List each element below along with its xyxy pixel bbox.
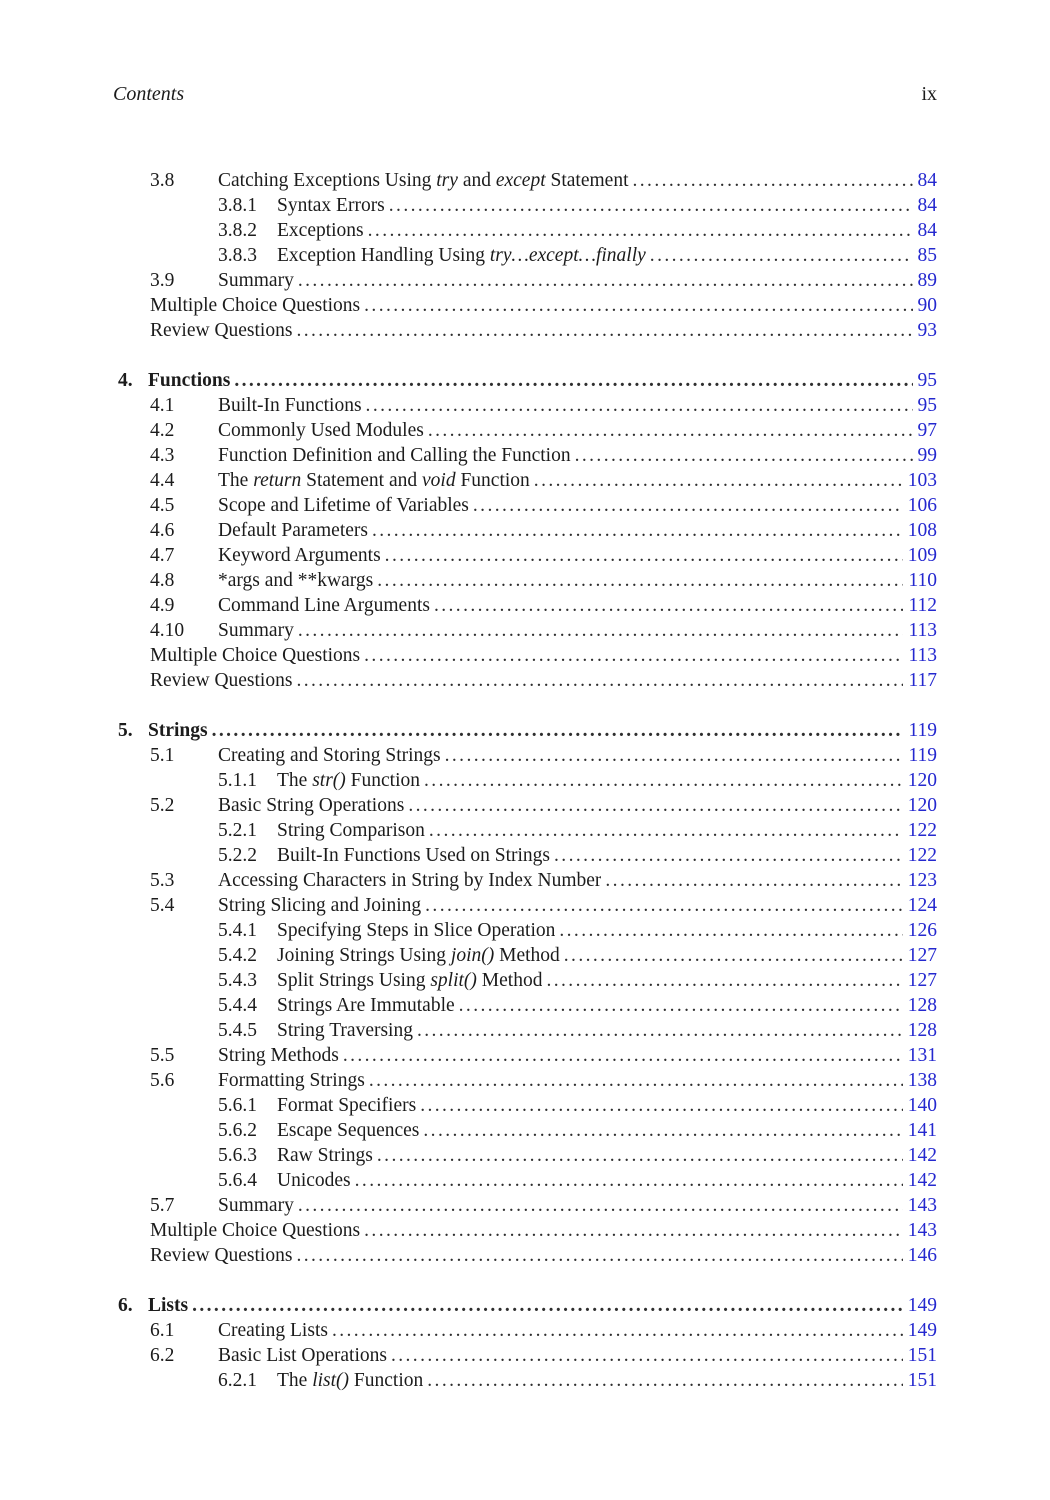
entry-page-link[interactable]: 128 — [907, 1020, 937, 1041]
entry-number: 5.7 — [150, 1195, 175, 1216]
toc — [113, 168, 937, 1393]
entry-number: 4.4 — [150, 470, 175, 491]
entry-page-link[interactable]: 122 — [907, 845, 937, 866]
entry-number: 3.8.1 — [218, 195, 257, 216]
dot-leader — [298, 618, 904, 643]
toc-entry — [113, 1218, 937, 1243]
entry-title: Lists — [148, 1295, 189, 1316]
dot-leader — [534, 468, 903, 493]
entry-page-link[interactable]: 85 — [917, 245, 937, 266]
dot-leader — [408, 793, 902, 818]
entry-page-link[interactable]: 119 — [908, 720, 937, 741]
entry-title: Split Strings Using split() Method — [277, 970, 543, 991]
toc-entry — [113, 293, 937, 318]
dot-leader — [332, 1318, 903, 1343]
toc-entry — [113, 993, 937, 1018]
toc-entry — [113, 543, 937, 568]
entry-page-link[interactable]: 120 — [907, 770, 937, 791]
toc-entry — [113, 943, 937, 968]
dot-leader — [369, 1068, 903, 1093]
entry-title: Syntax Errors — [277, 195, 385, 216]
toc-group — [113, 168, 937, 343]
entry-number: 5.2.2 — [218, 845, 257, 866]
entry-title: Basic List Operations — [218, 1345, 387, 1366]
toc-entry — [113, 393, 937, 418]
toc-entry — [113, 218, 937, 243]
toc-entry — [113, 818, 937, 843]
entry-number: 5.4.2 — [218, 945, 257, 966]
entry-page-link[interactable]: 109 — [907, 545, 937, 566]
entry-number: 5. — [118, 720, 133, 741]
dot-leader — [364, 643, 903, 668]
toc-entry — [113, 868, 937, 893]
entry-title: Escape Sequences — [277, 1120, 420, 1141]
entry-page-link[interactable]: 119 — [908, 745, 937, 766]
entry-page-link[interactable]: 141 — [907, 1120, 937, 1141]
entry-title: Summary — [218, 620, 294, 641]
entry-page-link[interactable]: 93 — [917, 320, 937, 341]
toc-entry — [113, 1043, 937, 1068]
entry-number: 3.8.2 — [218, 220, 257, 241]
toc-entry — [113, 743, 937, 768]
dot-leader — [473, 493, 903, 518]
toc-entry — [113, 1193, 937, 1218]
entry-number: 4.8 — [150, 570, 175, 591]
entry-title: Creating and Storing Strings — [218, 745, 441, 766]
toc-entry — [113, 893, 937, 918]
entry-number: 5.4.5 — [218, 1020, 257, 1041]
entry-page-link[interactable]: 151 — [907, 1370, 937, 1391]
dot-leader — [372, 518, 903, 543]
toc-entry — [113, 1018, 937, 1043]
dot-leader — [234, 368, 912, 393]
entry-page-link[interactable]: 149 — [907, 1295, 937, 1316]
entry-number: 5.5 — [150, 1045, 175, 1066]
entry-number: 4.3 — [150, 445, 175, 466]
toc-entry — [113, 968, 937, 993]
entry-number: 4.9 — [150, 595, 175, 616]
entry-number: 4.6 — [150, 520, 175, 541]
toc-group — [113, 718, 937, 1268]
entry-number: 6.2 — [150, 1345, 175, 1366]
entry-number: 6.1 — [150, 1320, 175, 1341]
entry-page-link[interactable]: 127 — [907, 945, 937, 966]
entry-title: Accessing Characters in String by Index Number — [218, 870, 602, 891]
entry-page-link[interactable]: 117 — [908, 670, 937, 691]
toc-entry — [113, 1068, 937, 1093]
toc-entry — [113, 418, 937, 443]
entry-title: Exceptions — [277, 220, 364, 241]
entry-title: Exception Handling Using try…except…finally — [277, 245, 646, 266]
entry-page-link[interactable]: 110 — [908, 570, 937, 591]
dot-leader — [389, 193, 913, 218]
entry-page-link[interactable]: 90 — [917, 295, 937, 316]
entry-title: The list() Function — [277, 1370, 424, 1391]
entry-page-link[interactable]: 95 — [917, 370, 937, 391]
dot-leader — [296, 668, 903, 693]
entry-title: Basic String Operations — [218, 795, 405, 816]
entry-page-link[interactable]: 149 — [907, 1320, 937, 1341]
book-page — [113, 82, 937, 1393]
dot-leader — [391, 1343, 903, 1368]
dot-leader — [298, 1193, 903, 1218]
dot-leader — [385, 543, 903, 568]
entry-number: 5.1 — [150, 745, 175, 766]
entry-page-link[interactable]: 140 — [907, 1095, 937, 1116]
entry-page-link[interactable]: 142 — [907, 1170, 937, 1191]
dot-leader — [429, 818, 903, 843]
entry-title: Multiple Choice Questions — [150, 645, 361, 666]
entry-number: 4.1 — [150, 395, 175, 416]
dot-leader — [296, 1243, 902, 1268]
dot-leader — [650, 243, 913, 268]
toc-entry — [113, 168, 937, 193]
dot-leader — [575, 443, 913, 468]
entry-page-link[interactable]: 128 — [907, 995, 937, 1016]
entry-number: 5.1.1 — [218, 770, 257, 791]
entry-number: 5.6.2 — [218, 1120, 257, 1141]
dot-leader — [368, 218, 913, 243]
entry-page-link[interactable]: 151 — [907, 1345, 937, 1366]
toc-entry — [113, 1093, 937, 1118]
dot-leader — [459, 993, 903, 1018]
dot-leader — [564, 943, 903, 968]
entry-number: 5.2 — [150, 795, 175, 816]
dot-leader — [434, 593, 904, 618]
entry-page-link[interactable]: 123 — [907, 870, 937, 891]
toc-entry — [113, 268, 937, 293]
entry-title: Review Questions — [150, 320, 293, 341]
entry-title: Keyword Arguments — [218, 545, 381, 566]
entry-page-link[interactable]: 146 — [907, 1245, 937, 1266]
dot-leader — [559, 918, 902, 943]
entry-number: 6.2.1 — [218, 1370, 257, 1391]
dot-leader — [377, 1143, 903, 1168]
entry-title: Commonly Used Modules — [218, 420, 424, 441]
entry-title: Format Specifiers — [277, 1095, 417, 1116]
entry-number: 5.4.1 — [218, 920, 257, 941]
entry-number: 5.2.1 — [218, 820, 257, 841]
entry-title: Default Parameters — [218, 520, 368, 541]
entry-number: 4.5 — [150, 495, 175, 516]
dot-leader — [423, 1118, 902, 1143]
entry-page-link[interactable]: 108 — [907, 520, 937, 541]
entry-page-link[interactable]: 131 — [907, 1045, 937, 1066]
entry-page-link[interactable]: 113 — [908, 620, 937, 641]
entry-title: Joining Strings Using join() Method — [277, 945, 560, 966]
entry-page-link[interactable]: 124 — [907, 895, 937, 916]
entry-title: String Methods — [218, 1045, 339, 1066]
entry-number: 6. — [118, 1295, 133, 1316]
toc-entry — [113, 568, 937, 593]
toc-entry — [113, 718, 937, 743]
entry-number: 5.6 — [150, 1070, 175, 1091]
toc-entry — [113, 643, 937, 668]
dot-leader — [428, 418, 913, 443]
toc-entry — [113, 518, 937, 543]
entry-title: *args and **kwargs — [218, 570, 374, 591]
entry-title: String Slicing and Joining — [218, 895, 422, 916]
running-head-title: Contents — [113, 83, 185, 105]
entry-number: 5.4.3 — [218, 970, 257, 991]
entry-title: String Traversing — [277, 1020, 413, 1041]
folio-page-number: ix — [921, 83, 937, 105]
dot-leader — [343, 1043, 903, 1068]
toc-entry — [113, 193, 937, 218]
dot-leader — [605, 868, 902, 893]
toc-entry — [113, 843, 937, 868]
entry-title: Command Line Arguments — [218, 595, 430, 616]
entry-page-link[interactable]: 113 — [908, 645, 937, 666]
entry-title: Creating Lists — [218, 1320, 328, 1341]
entry-number: 4.7 — [150, 545, 175, 566]
toc-entry — [113, 318, 937, 343]
dot-leader — [417, 1018, 903, 1043]
entry-title: Catching Exceptions Using try and except Statement — [218, 170, 629, 191]
dot-leader — [554, 843, 903, 868]
entry-title: Functions — [148, 370, 231, 391]
entry-title: String Comparison — [277, 820, 425, 841]
entry-title: Summary — [218, 1195, 294, 1216]
entry-page-link[interactable]: 99 — [917, 445, 937, 466]
entry-number: 3.8.3 — [218, 245, 257, 266]
toc-entry — [113, 593, 937, 618]
entry-page-link[interactable]: 143 — [907, 1195, 937, 1216]
entry-page-link[interactable]: 84 — [917, 195, 937, 216]
entry-title: Strings — [148, 720, 208, 741]
entry-page-link[interactable]: 120 — [907, 795, 937, 816]
dot-leader — [364, 293, 912, 318]
entry-number: 5.4 — [150, 895, 175, 916]
entry-title: Unicodes — [277, 1170, 351, 1191]
dot-leader — [420, 1093, 903, 1118]
dot-leader — [546, 968, 902, 993]
toc-entry — [113, 1368, 937, 1393]
entry-number: 5.3 — [150, 870, 175, 891]
entry-page-link[interactable]: 143 — [907, 1220, 937, 1241]
entry-page-link[interactable]: 106 — [907, 495, 937, 516]
entry-page-link[interactable]: 103 — [907, 470, 937, 491]
entry-page-link[interactable]: 142 — [907, 1145, 937, 1166]
dot-leader — [425, 893, 903, 918]
entry-title: Raw Strings — [277, 1145, 373, 1166]
entry-number: 5.6.1 — [218, 1095, 257, 1116]
entry-title: Multiple Choice Questions — [150, 295, 361, 316]
entry-title: Review Questions — [150, 670, 293, 691]
entry-title: The return Statement and void Function — [218, 470, 530, 491]
running-head — [113, 82, 937, 107]
entry-page-link[interactable]: 127 — [907, 970, 937, 991]
dot-leader — [212, 718, 904, 743]
toc-entry — [113, 243, 937, 268]
toc-entry — [113, 493, 937, 518]
toc-entry — [113, 768, 937, 793]
toc-entry — [113, 618, 937, 643]
toc-entry — [113, 368, 937, 393]
toc-entry — [113, 1143, 937, 1168]
entry-page-link[interactable]: 138 — [907, 1070, 937, 1091]
dot-leader — [364, 1218, 903, 1243]
entry-number: 3.8 — [150, 170, 175, 191]
entry-number: 5.6.4 — [218, 1170, 257, 1191]
entry-page-link[interactable]: 126 — [907, 920, 937, 941]
entry-title: The str() Function — [277, 770, 421, 791]
entry-title: Function Definition and Calling the Function — [218, 445, 571, 466]
toc-entry — [113, 1293, 937, 1318]
entry-page-link[interactable]: 122 — [907, 820, 937, 841]
entry-page-link[interactable]: 97 — [917, 420, 937, 441]
dot-leader — [298, 268, 913, 293]
toc-entry — [113, 468, 937, 493]
entry-title: Multiple Choice Questions — [150, 1220, 361, 1241]
dot-leader — [377, 568, 903, 593]
entry-page-link[interactable]: 84 — [917, 170, 937, 191]
entry-page-link[interactable]: 84 — [917, 220, 937, 241]
toc-entry — [113, 1168, 937, 1193]
entry-number: 5.4.4 — [218, 995, 257, 1016]
dot-leader — [424, 768, 903, 793]
entry-title: Summary — [218, 270, 294, 291]
entry-number: 4. — [118, 370, 133, 391]
toc-entry — [113, 443, 937, 468]
entry-number: 4.10 — [150, 620, 185, 641]
entry-title: Scope and Lifetime of Variables — [218, 495, 469, 516]
entry-title: Specifying Steps in Slice Operation — [277, 920, 556, 941]
dot-leader — [192, 1293, 903, 1318]
entry-page-link[interactable]: 112 — [908, 595, 937, 616]
entry-title: Formatting Strings — [218, 1070, 365, 1091]
entry-number: 3.9 — [150, 270, 175, 291]
entry-title: Built-In Functions — [218, 395, 362, 416]
dot-leader — [427, 1368, 902, 1393]
toc-entry — [113, 793, 937, 818]
entry-title: Built-In Functions Used on Strings — [277, 845, 551, 866]
toc-entry — [113, 1118, 937, 1143]
dot-leader — [355, 1168, 903, 1193]
dot-leader — [445, 743, 904, 768]
toc-group — [113, 368, 937, 693]
entry-page-link[interactable]: 89 — [917, 270, 937, 291]
toc-entry — [113, 1343, 937, 1368]
entry-number: 5.6.3 — [218, 1145, 257, 1166]
entry-number: 4.2 — [150, 420, 175, 441]
entry-title: Strings Are Immutable — [277, 995, 455, 1016]
toc-entry — [113, 1318, 937, 1343]
entry-page-link[interactable]: 95 — [917, 395, 937, 416]
dot-leader — [296, 318, 912, 343]
toc-entry — [113, 668, 937, 693]
toc-entry — [113, 1243, 937, 1268]
dot-leader — [366, 393, 913, 418]
toc-entry — [113, 918, 937, 943]
dot-leader — [633, 168, 913, 193]
toc-group — [113, 1293, 937, 1393]
entry-title: Review Questions — [150, 1245, 293, 1266]
